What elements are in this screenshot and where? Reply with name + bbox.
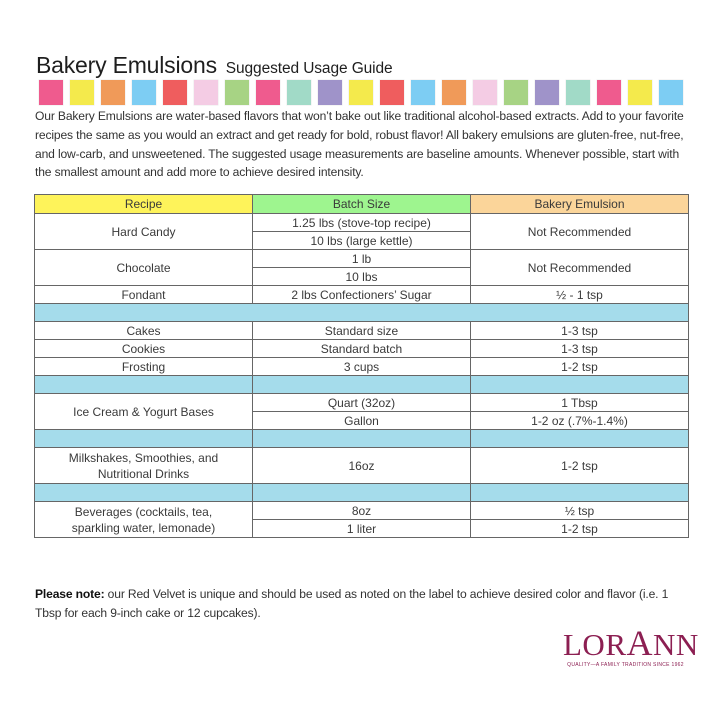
- batch-cell: Standard size: [253, 322, 471, 340]
- batch-cell: Standard batch: [253, 340, 471, 358]
- section-spacer-row: [35, 484, 689, 502]
- spacer-cell: [253, 484, 471, 502]
- recipe-cell: Milkshakes, Smoothies, and Nutritional Drinks: [35, 448, 253, 484]
- color-swatch: [597, 80, 621, 105]
- color-swatch: [349, 80, 373, 105]
- color-swatch: [132, 80, 156, 105]
- batch-cell: Quart (32oz): [253, 394, 471, 412]
- recipe-cell: Hard Candy: [35, 214, 253, 250]
- batch-cell: 1.25 lbs (stove-top recipe): [253, 214, 471, 232]
- logo-tagline: QUALITY—A FAMILY TRADITION SINCE 1962: [567, 662, 684, 668]
- color-swatch: [194, 80, 218, 105]
- batch-cell: 16oz: [253, 448, 471, 484]
- batch-cell: 10 lbs: [253, 268, 471, 286]
- color-swatch: [411, 80, 435, 105]
- logo-text-part: A: [626, 623, 653, 663]
- color-swatch: [380, 80, 404, 105]
- spacer-cell: [471, 484, 689, 502]
- spacer-cell: [253, 430, 471, 448]
- recipe-cell: Chocolate: [35, 250, 253, 286]
- recipe-cell: Cookies: [35, 340, 253, 358]
- batch-cell: 10 lbs (large kettle): [253, 232, 471, 250]
- table-row: [35, 250, 689, 268]
- color-swatch-strip: [39, 80, 683, 105]
- batch-cell: Gallon: [253, 412, 471, 430]
- header-batch-size: Batch Size: [253, 195, 471, 214]
- color-swatch: [659, 80, 683, 105]
- table-row: [35, 340, 689, 358]
- color-swatch: [101, 80, 125, 105]
- title-subtitle: Suggested Usage Guide: [225, 60, 393, 77]
- spacer-cell: [35, 430, 253, 448]
- amount-cell: 1-2 tsp: [471, 448, 689, 484]
- batch-cell: 1 liter: [253, 520, 471, 538]
- amount-cell: 1-2 tsp: [471, 520, 689, 538]
- color-swatch: [535, 80, 559, 105]
- table-header-row: [35, 195, 689, 214]
- logo-text-part: LOR: [563, 627, 627, 662]
- header-recipe: Recipe: [35, 195, 253, 214]
- spacer-cell: [471, 376, 689, 394]
- spacer-cell: [253, 376, 471, 394]
- spacer-cell: [35, 376, 253, 394]
- color-swatch: [256, 80, 280, 105]
- recipe-cell: Fondant: [35, 286, 253, 304]
- table-row: [35, 448, 689, 484]
- logo-wordmark: [563, 623, 699, 663]
- recipe-cell: Frosting: [35, 358, 253, 376]
- color-swatch: [566, 80, 590, 105]
- color-swatch: [318, 80, 342, 105]
- color-swatch: [442, 80, 466, 105]
- amount-cell: 1-2 oz (.7%-1.4%): [471, 412, 689, 430]
- lorann-logo: [563, 623, 699, 668]
- table-row: [35, 322, 689, 340]
- color-swatch: [287, 80, 311, 105]
- section-spacer-row: [35, 304, 689, 322]
- batch-cell: 8oz: [253, 502, 471, 520]
- page-title: [36, 44, 393, 81]
- batch-cell: 1 lb: [253, 250, 471, 268]
- section-spacer-row: [35, 376, 689, 394]
- spacer-cell: [35, 484, 253, 502]
- recipe-cell: Cakes: [35, 322, 253, 340]
- color-swatch: [39, 80, 63, 105]
- amount-cell: 1-2 tsp: [471, 358, 689, 376]
- red-velvet-note: [35, 585, 695, 623]
- note-label: Please note:: [35, 587, 105, 601]
- color-swatch: [504, 80, 528, 105]
- color-swatch: [225, 80, 249, 105]
- amount-cell: 1-3 tsp: [471, 322, 689, 340]
- table-row: [35, 286, 689, 304]
- usage-table: [34, 194, 689, 538]
- note-text: our Red Velvet is unique and should be used as noted on the label to achieve desired color and flavor (i.e. 1 Tbsp for each 9-inch cake or 12 cupcakes).: [35, 587, 669, 620]
- spacer-cell: [35, 304, 689, 322]
- header-bakery-emulsion: Bakery Emulsion: [471, 195, 689, 214]
- color-swatch: [70, 80, 94, 105]
- table-row: [35, 502, 689, 520]
- table-row: [35, 358, 689, 376]
- table-row: [35, 214, 689, 232]
- intro-paragraph: Our Bakery Emulsions are water-based flavors that won’t bake out like traditional alcohol-based extracts. Add to your favorite recipes the same as you would an extract and get ready for bold, robust flavor! All bakery emulsions are gluten-free, nut-free, and low-carb, and unsweetened. The suggested usage measurements are baseline amounts. Whenever possible, start with the smallest amount and add more to achieve desired intensity.: [35, 109, 684, 180]
- recipe-cell: Ice Cream & Yogurt Bases: [35, 394, 253, 430]
- title-main: Bakery Emulsions: [36, 52, 217, 78]
- recipe-cell: Beverages (cocktails, tea, sparkling water, lemonade): [35, 502, 253, 538]
- color-swatch: [163, 80, 187, 105]
- amount-cell: 1-3 tsp: [471, 340, 689, 358]
- amount-cell: ½ - 1 tsp: [471, 286, 689, 304]
- color-swatch: [473, 80, 497, 105]
- logo-text-part: NN: [653, 627, 699, 662]
- amount-cell: 1 Tbsp: [471, 394, 689, 412]
- amount-cell: ½ tsp: [471, 502, 689, 520]
- section-spacer-row: [35, 430, 689, 448]
- spacer-cell: [471, 430, 689, 448]
- amount-cell: Not Recommended: [471, 214, 689, 250]
- amount-cell: Not Recommended: [471, 250, 689, 286]
- batch-cell: 3 cups: [253, 358, 471, 376]
- table-row: [35, 394, 689, 412]
- batch-cell: 2 lbs Confectioners’ Sugar: [253, 286, 471, 304]
- color-swatch: [628, 80, 652, 105]
